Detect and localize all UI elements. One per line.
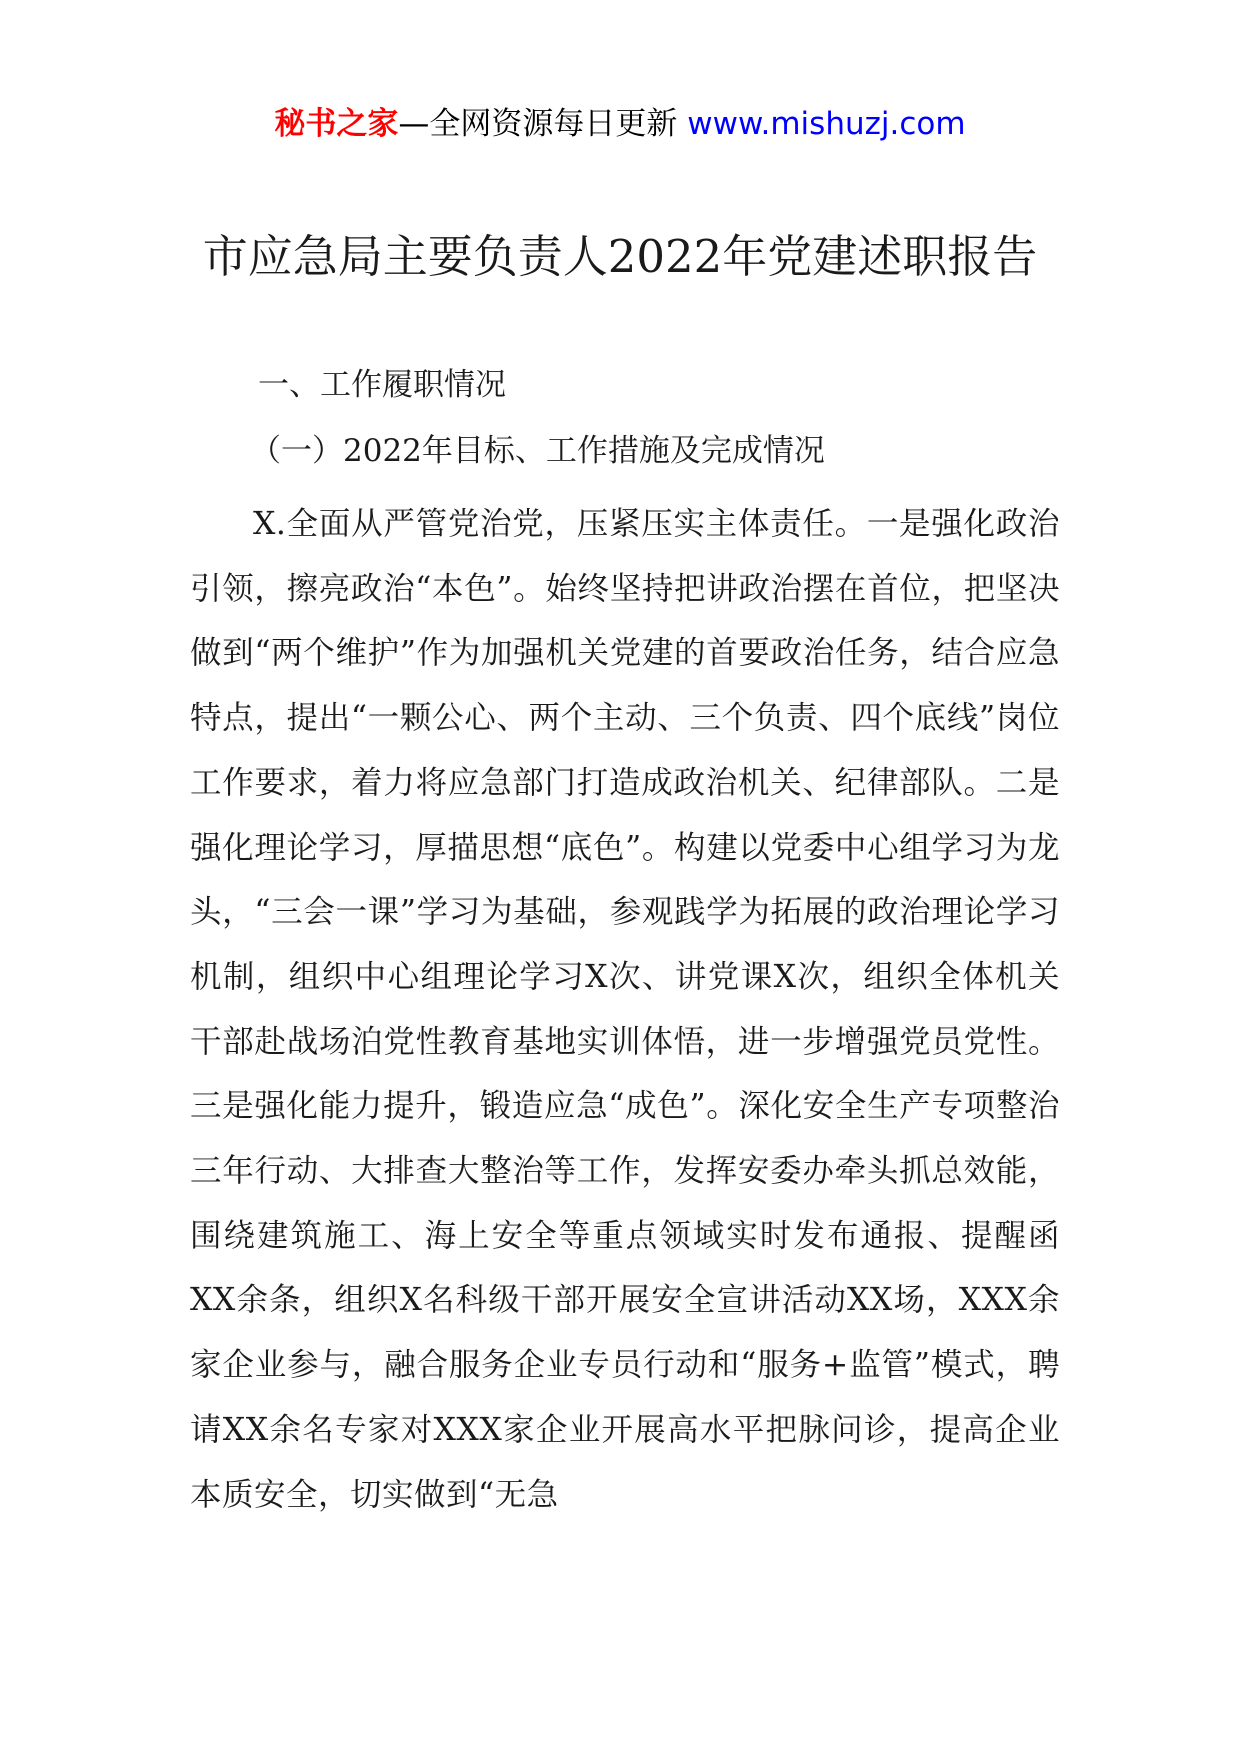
site-tagline: —全网资源每日更新 [398,106,678,142]
site-header [0,102,1240,146]
section-heading: 一、工作履职情况 [258,367,506,403]
site-brand: 秘书之家 [274,106,399,142]
body-paragraph: X.全面从严管党治党，压紧压实主体责任。一是强化政治引领，擦亮政治“本色”。始终坚持把讲政治摆在首位，把坚决做到“两个维护”作为加强机关党建的首要政治任务，结合应急特点，提出“一颗公心、两个主动、三个负责、四个底线”岗位工作要求，着力将应急部门打造成政治机关、纪律部队。二是强化理论学习，厚描思想“底色”。构建以党委中心组学习为龙头，“三会一课”学习为基础，参观践学为拓展的政治理论学习机制，组织中心组理论学习X次、讲党课X次，组织全体机关干部赴战场泊党性教育基地实训体悟，进一步增强党员党性。三是强化能力提升，锻造应急“成色”。深化安全生产专项整治三年行动、大排查大整治等工作，发挥安委办牵头抓总效能，围绕建筑施工、海上安全等重点领域实时发布通报、提醒函XX余条，组织X名科级干部开展安全宣讲活动XX场，XXX余家企业参与，融合服务企业专员行动和“服务+监管”模式，聘请XX余名专家对XXX家企业开展高水平把脉问诊，提高企业本质安全，切实做到“无急 [190,506,1060,1513]
site-url-link[interactable]: www.mishuzj.com [687,106,966,142]
subsection-heading: （一）2022年目标、工作措施及完成情况 [250,433,825,469]
document-title: 市应急局主要负责人2022年党建述职报告 [202,230,1038,283]
